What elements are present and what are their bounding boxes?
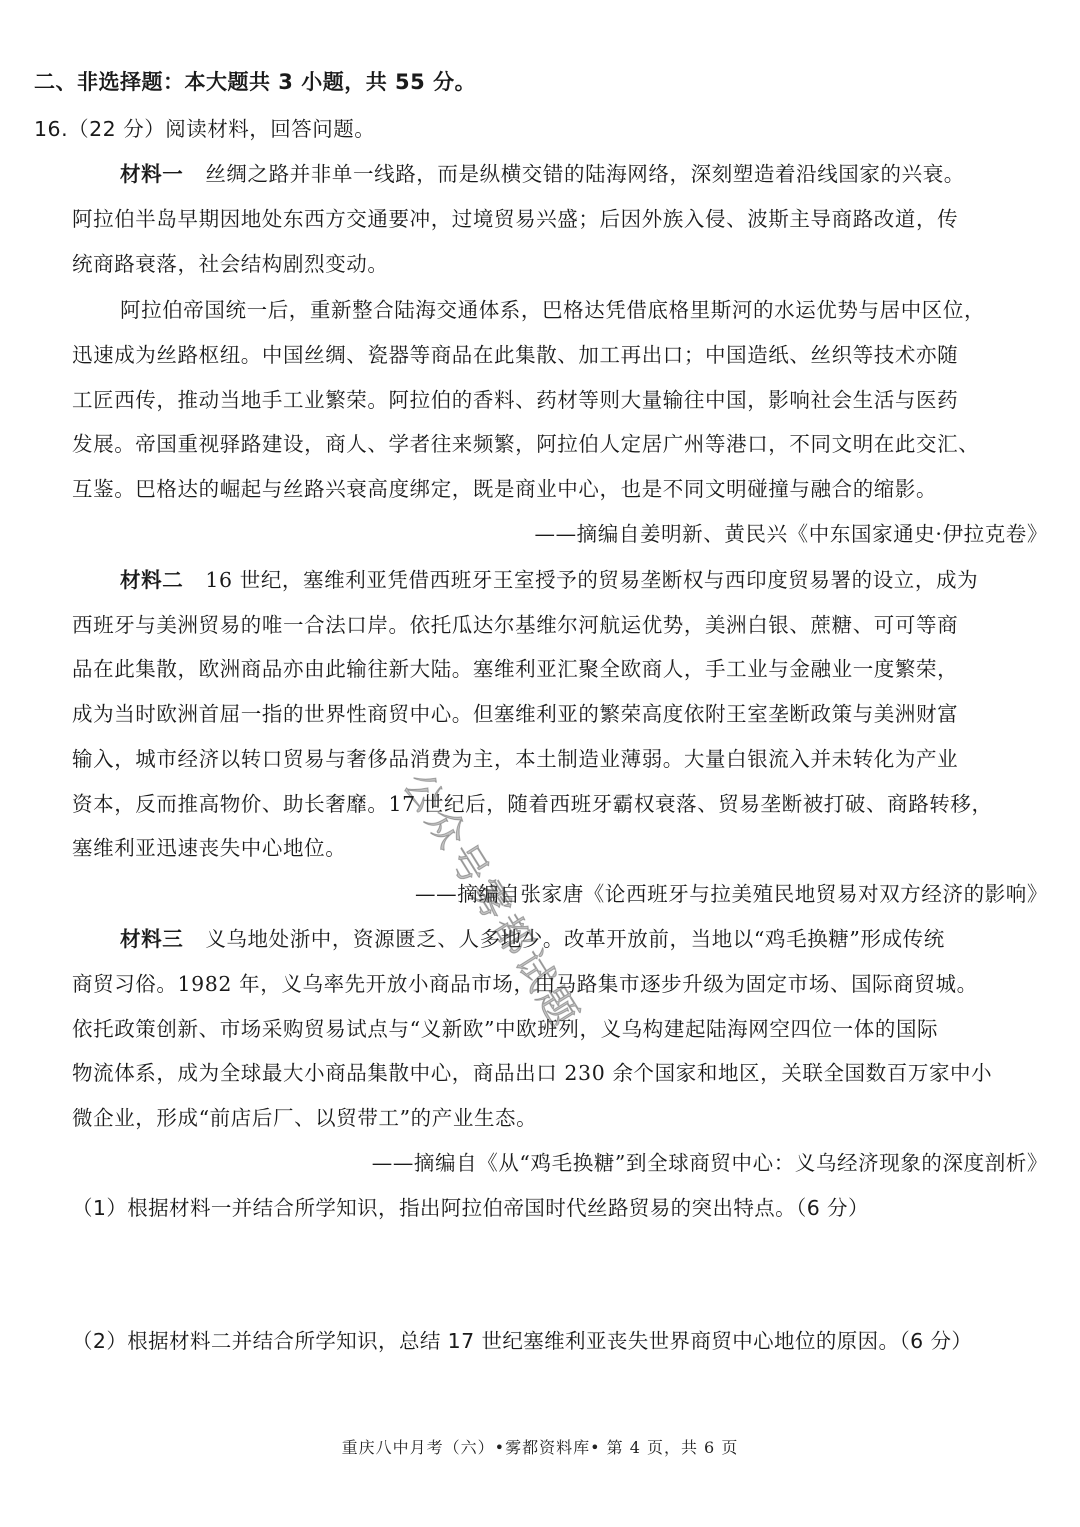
material2-source: ——摘编自张家唐《论西班牙与拉美殖民地贸易对双方经济的影响》 [415, 882, 1048, 906]
material1-line: 迅速成为丝路枢纽。中国丝绸、瓷器等商品在此集散、加工再出口；中国造纸、丝织等技术亦随 [72, 343, 959, 367]
material2-label: 材料二 [120, 568, 184, 592]
material1-label: 材料一 [120, 162, 184, 186]
page-footer: 重庆八中月考（六）•雾都资料库• 第 4 页，共 6 页 [341, 1438, 739, 1457]
material2-line: 塞维利亚迅速丧失中心地位。 [72, 836, 347, 860]
material1-line: 发展。帝国重视驿路建设，商人、学者往来频繁，阿拉伯人定居广州等港口，不同文明在此交汇、 [72, 432, 980, 456]
subquestion-1: （1）根据材料一并结合所学知识，指出阿拉伯帝国时代丝路贸易的突出特点。（6 分） [72, 1196, 869, 1220]
material3-line [120, 925, 1048, 953]
material3-line: 微企业，形成“前店后厂、以贸带工”的产业生态。 [72, 1106, 538, 1130]
material3-line-text: 义乌地处浙中，资源匮乏、人多地少。改革开放前，当地以“鸡毛换糖”形成传统 [205, 927, 945, 951]
material1-source: ——摘编自姜明新、黄民兴《中东国家通史·伊拉克卷》 [534, 522, 1048, 546]
material2-line: 资本，反而推高物价、助长奢靡。17 世纪后，随着西班牙霸权衰落、贸易垄断被打破、商路转移， [72, 792, 993, 816]
material1-line-text: 丝绸之路并非单一线路，而是纵横交错的陆海网络，深刻塑造着沿线国家的兴衰。 [205, 162, 965, 186]
material1-line: 阿拉伯帝国统一后，重新整合陆海交通体系，巴格达凭借底格里斯河的水运优势与居中区位， [120, 298, 986, 322]
watermark: 公众号雾都试题 [395, 764, 589, 1038]
subquestion-2: （2）根据材料二并结合所学知识，总结 17 世纪塞维利亚丧失世界商贸中心地位的原因。（6 分） [72, 1329, 973, 1353]
section-title: 二、非选择题：本大题共 3 小题，共 55 分。 [34, 70, 477, 94]
material1-line: 互鉴。巴格达的崛起与丝路兴衰高度绑定，既是商业中心，也是不同文明碰撞与融合的缩影。 [72, 477, 938, 501]
material2-line-text: 16 世纪，塞维利亚凭借西班牙王室授予的贸易垄断权与西印度贸易署的设立，成为 [205, 568, 979, 592]
material2-line: 成为当时欧洲首屈一指的世界性商贸中心。但塞维利亚的繁荣高度依附王室垄断政策与美洲财富 [72, 702, 959, 726]
question-head: 16.（22 分）阅读材料，回答问题。 [34, 117, 376, 141]
material3-line: 依托政策创新、市场采购贸易试点与“义新欧”中欧班列，义乌构建起陆海网空四位一体的国际 [72, 1017, 939, 1041]
material1-line: 工匠西传，推动当地手工业繁荣。阿拉伯的香料、药材等则大量输往中国，影响社会生活与医药 [72, 388, 959, 412]
material3-label: 材料三 [120, 927, 184, 951]
material2-line: 输入，城市经济以转口贸易与奢侈品消费为主，本土制造业薄弱。大量白银流入并未转化为产业 [72, 747, 959, 771]
material1-line [120, 160, 1048, 188]
material1-line: 阿拉伯半岛早期因地处东西方交通要冲，过境贸易兴盛；后因外族入侵、波斯主导商路改道，传 [72, 207, 959, 231]
material3-source: ——摘编自《从“鸡毛换糖”到全球商贸中心：义乌经济现象的深度剖析》 [371, 1151, 1048, 1175]
material2-line [120, 566, 1048, 594]
material2-line: 西班牙与美洲贸易的唯一合法口岸。依托瓜达尔基维尔河航运优势，美洲白银、蔗糖、可可等商 [72, 613, 959, 637]
material3-line: 商贸习俗。1982 年，义乌率先开放小商品市场，由马路集市逐步升级为固定市场、国际商贸城。 [72, 972, 978, 996]
material2-line: 品在此集散，欧洲商品亦由此输往新大陆。塞维利亚汇聚全欧商人，手工业与金融业一度繁荣， [72, 657, 959, 681]
material1-line: 统商路衰落，社会结构剧烈变动。 [72, 252, 389, 276]
material3-line: 物流体系，成为全球最大小商品集散中心，商品出口 230 余个国家和地区，关联全国数百万家中小 [72, 1061, 993, 1085]
